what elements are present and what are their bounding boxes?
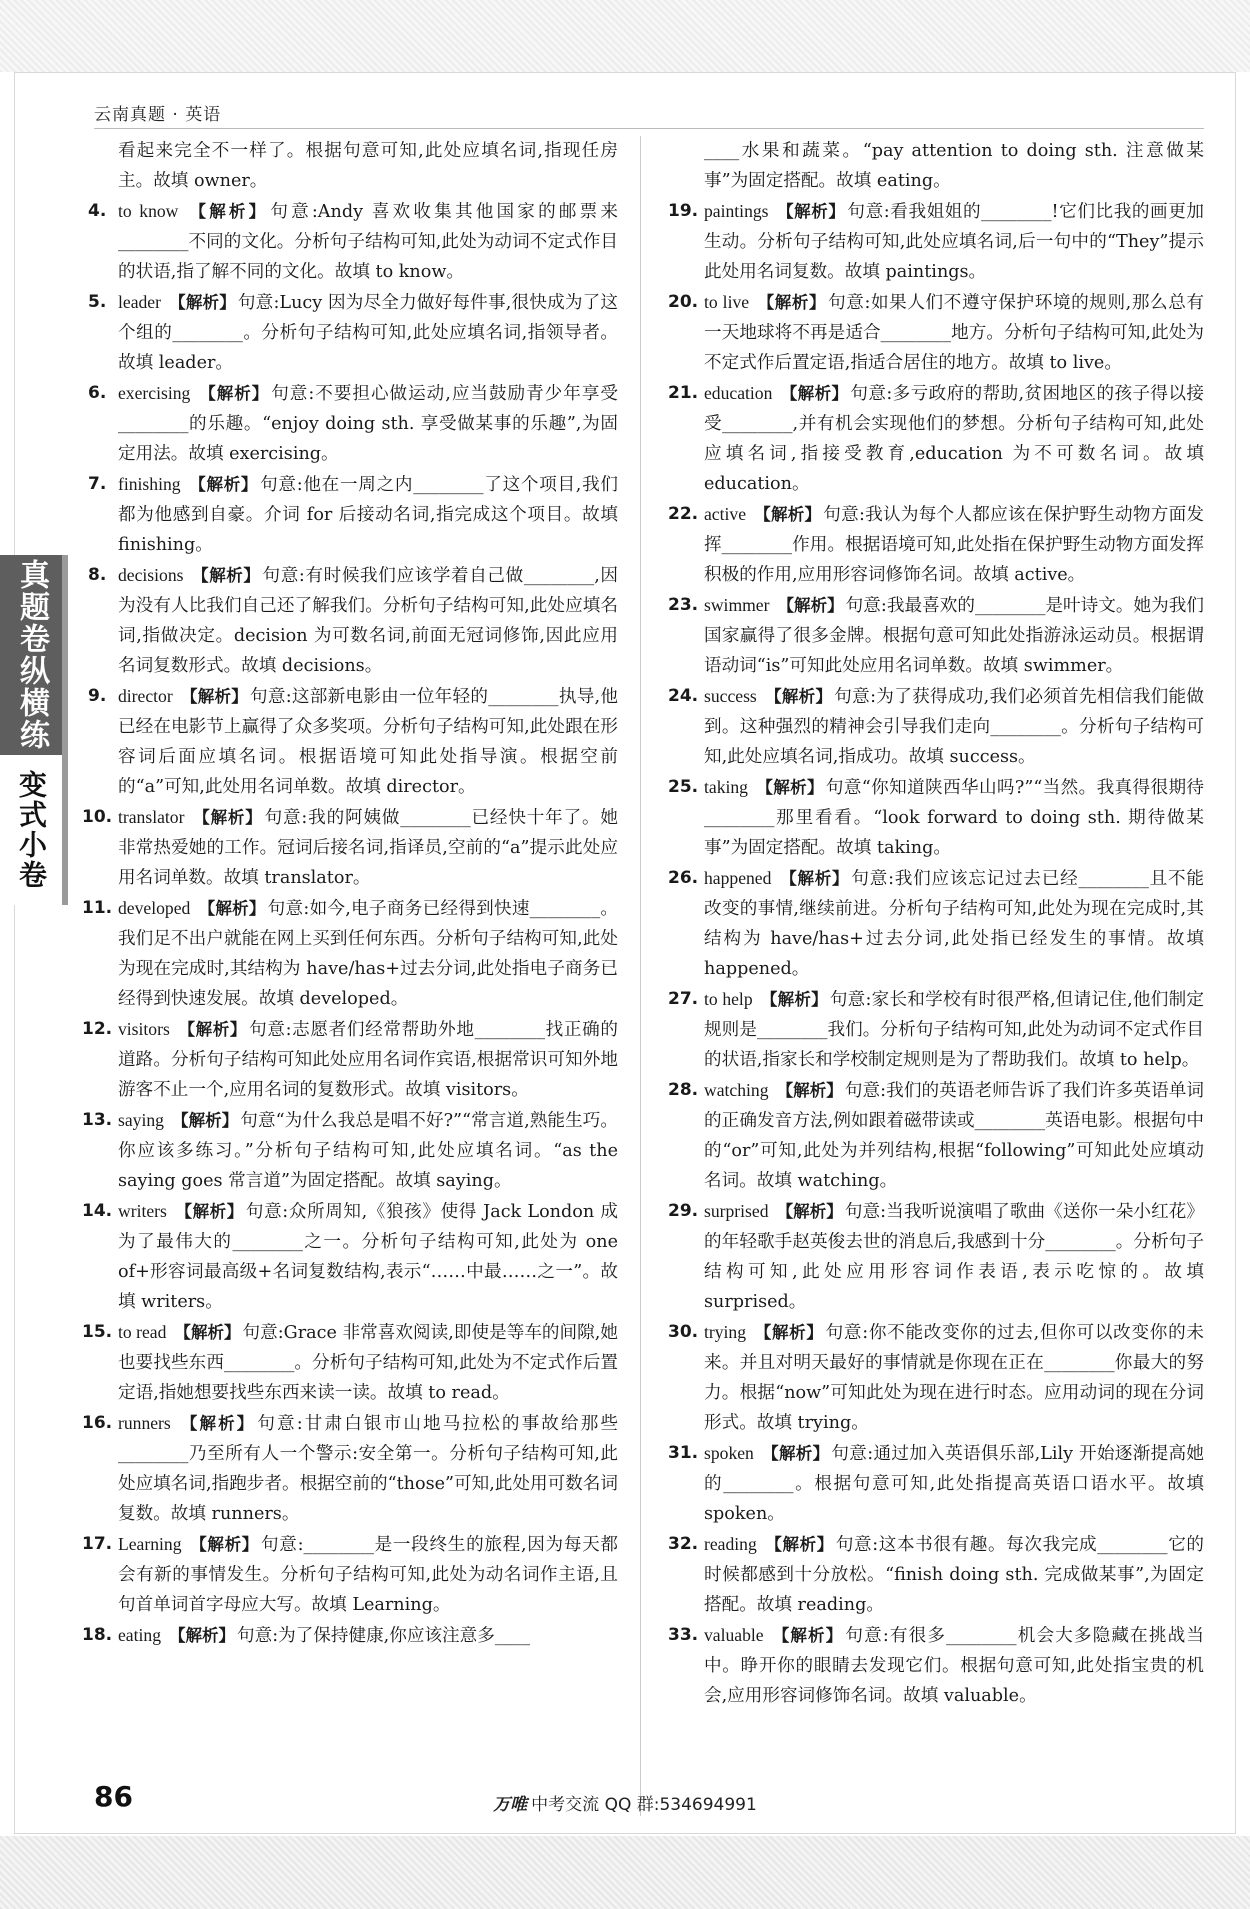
explanation-text: 句意:为了保持健康,你应该注意多____ <box>237 1626 531 1646</box>
analysis-tag: 【解析】 <box>177 1020 248 1039</box>
explanation-text: 句意:你不能改变你的过去,但你可以改变你的未来。并且对明天最好的事情就是你现在正在________你最大的努力。根据“now”可知此处为现在进行时态。应用动词的现在分词形式。故填 trying。 <box>704 1323 1204 1433</box>
answer-item <box>82 1196 618 1317</box>
answer-item <box>88 378 618 469</box>
answer-word: active <box>704 504 746 524</box>
answer-item <box>668 984 1205 1075</box>
item-number: 22. <box>668 504 699 524</box>
answer-item <box>88 136 618 196</box>
item-number: 6. <box>88 383 107 403</box>
analysis-tag: 【解析】 <box>757 293 827 312</box>
answer-item <box>668 1438 1204 1529</box>
explanation-text: 句意:当我听说演唱了歌曲《送你一朵小红花》的年轻歌手赵英俊去世的消息后,我感到十分________。分析句子结构可知,此处应用形容词作表语,表示吃惊的。故填 surprised。 <box>704 1202 1204 1312</box>
answer-item <box>88 287 618 378</box>
answer-word: translator <box>118 807 185 827</box>
answer-item <box>674 136 1204 196</box>
analysis-tag: 【解析】 <box>180 687 248 706</box>
analysis-tag: 【解析】 <box>776 202 846 221</box>
top-texture <box>0 0 1250 72</box>
answer-word: spoken <box>704 1443 754 1463</box>
analysis-tag: 【解析】 <box>198 384 270 403</box>
explanation-text: 句意:看我姐姐的________!它们比我的画更加生动。分析句子结构可知,此处应填名词,后一句中的“They”提示此处用名词复数。故填 paintings。 <box>704 202 1205 282</box>
answer-word: director <box>118 686 173 706</box>
answer-item <box>668 772 1205 863</box>
explanation-text: 句意:通过加入英语俱乐部,Lily 开始逐渐提高她的________。根据句意可知,此处指提高英语口语水平。故填 spoken。 <box>704 1444 1204 1524</box>
answer-word: developed <box>118 898 191 918</box>
analysis-tag: 【解析】 <box>178 1414 256 1433</box>
explanation-text: 句意:多亏政府的帮助,贫困地区的孩子得以接受________,并有机会实现他们的梦想。分析句子结构可知,此处应填名词,指接受教育,education 为不可数名词。故填 education。 <box>704 384 1205 494</box>
analysis-tag: 【解析】 <box>754 1323 824 1342</box>
analysis-tag: 【解析】 <box>169 1626 235 1645</box>
explanation-text: 句意:甘肃白银市山地马拉松的事故给那些________乃至所有人一个警示:安全第一。分析句子结构可知,此处应填名词,指跑步者。根据空前的“those”可知,此处用可数名词复数。故填 runners。 <box>118 1414 619 1524</box>
explanation-text: 句意:我最喜欢的________是叶诗文。她为我们国家赢得了很多金牌。根据句意可知此处指游泳运动员。根据谓语动词“is”可知此处应用名词单数。故填 swimmer。 <box>704 596 1205 676</box>
item-number: 9. <box>88 686 107 706</box>
answer-word: taking <box>704 777 748 797</box>
header-rule <box>94 128 1204 129</box>
side-tab <box>0 555 68 905</box>
analysis-tag: 【解析】 <box>779 869 850 888</box>
brand-logo: 万唯 <box>493 1795 528 1815</box>
answer-item <box>668 499 1205 590</box>
explanation-text: 句意:Andy 喜欢收集其他国家的邮票来________不同的文化。分析句子结构可知,此处为动词不定式作目的状语,指了解不同的文化。故填 to know。 <box>118 202 618 282</box>
answer-word: to read <box>118 1322 167 1342</box>
item-number: 7. <box>88 474 107 494</box>
answer-item <box>668 1529 1205 1620</box>
item-number: 14. <box>82 1201 113 1221</box>
answer-word: watching <box>704 1080 769 1100</box>
analysis-tag: 【解析】 <box>186 202 269 221</box>
answer-item <box>668 287 1205 378</box>
explanation-text: 句意:这本书很有趣。每次我完成________它的时候都感到十分放松。“finish doing sth. 完成做某事”,为固定搭配。故填 reading。 <box>704 1535 1205 1615</box>
explanation-text: 句意:他在一周之内________了这个项目,我们都为他感到自豪。介词 for 后接动名词,指完成这个项目。故填 finishing。 <box>118 475 619 555</box>
explanation-text: 句意:家长和学校有时很严格,但请记住,他们制定规则是________我们。分析句子结构可知,此处为动词不定式作目的状语,指家长和学校制定规则是为了帮助我们。故填 to help。 <box>704 990 1205 1070</box>
answer-word: valuable <box>704 1625 764 1645</box>
item-number: 33. <box>668 1625 699 1645</box>
analysis-tag: 【解析】 <box>198 899 266 918</box>
explanation-text: 句意:Lucy 因为尽全力做好每件事,很快成为了这个组的________。分析句子结构可知,此处应填名词,指领导者。故填 leader。 <box>118 293 618 373</box>
item-number: 12. <box>82 1019 113 1039</box>
answer-item <box>82 1620 618 1651</box>
item-number: 11. <box>82 898 113 918</box>
side-tab-lower: 变式小卷 <box>0 755 68 905</box>
item-number: 20. <box>668 292 699 312</box>
answer-item <box>88 681 618 802</box>
explanation-text: 句意:如果人们不遵守保护环境的规则,那么总有一天地球将不再是适合________地方。分析句子结构可知,此处为不定式作后置定语,指适合居住的地方。故填 to live。 <box>704 293 1205 373</box>
footer-text: 中考交流 QQ 群:534694991 <box>531 1795 757 1815</box>
analysis-tag: 【解析】 <box>780 384 849 403</box>
item-number: 15. <box>82 1322 113 1342</box>
answer-item <box>82 1014 619 1105</box>
analysis-tag: 【解析】 <box>764 1535 834 1554</box>
answer-word: to help <box>704 989 753 1009</box>
answer-word: runners <box>118 1413 171 1433</box>
explanation-text: 句意:这部新电影由一位年轻的________执导,他已经在电影节上赢得了众多奖项。分析句子结构可知,此处跟在形容词后面应填名词。根据语境可知此处指导演。根据空前的“a”可知,此处用名词单数。故填 director。 <box>118 687 618 797</box>
footer-note <box>0 1790 1250 1815</box>
answer-word: visitors <box>118 1019 170 1039</box>
answer-word: finishing <box>118 474 181 494</box>
explanation-text: 句意:众所周知,《狼孩》使得 Jack London 成为了最伟大的________之一。分析句子结构可知,此处为 one of+形容词最高级+名词复数结构,表示“……中最……之一”。故填 writers。 <box>118 1202 618 1312</box>
item-number: 30. <box>668 1322 699 1342</box>
analysis-tag: 【解析】 <box>171 1111 239 1130</box>
explanation-text: 句意:________是一段终生的旅程,因为每天都会有新的事情发生。分析句子结构可知,此处为动名词作主语,且句首单词首字母应大写。故填 Learning。 <box>118 1535 618 1615</box>
explanation-text: 句意:我们的英语老师告诉了我们许多英语单词的正确发音方法,例如跟着磁带读或________英语电影。根据句中的“or”可知,此处为并列结构,根据“following”可知此处应填动名词。故填 watching。 <box>704 1081 1204 1191</box>
analysis-tag: 【解析】 <box>776 1081 843 1100</box>
answer-item <box>82 802 619 893</box>
answer-item <box>88 469 618 560</box>
item-number: 5. <box>88 292 107 312</box>
page-number: 86 <box>94 1780 133 1813</box>
answer-item <box>82 1105 618 1196</box>
answer-item <box>82 1408 619 1529</box>
explanation-text: 句意:不要担心做运动,应当鼓励青少年享受________的乐趣。“enjoy doing sth. 享受做某事的乐趣”,为固定用法。故填 exercising。 <box>118 384 618 464</box>
analysis-tag: 【解析】 <box>174 1323 241 1342</box>
answer-word: trying <box>704 1322 747 1342</box>
answer-word: to know <box>118 201 179 221</box>
answer-word: exercising <box>118 383 191 403</box>
analysis-tag: 【解析】 <box>755 778 824 797</box>
side-tab-upper: 真题卷纵横练 <box>0 555 68 755</box>
analysis-tag: 【解析】 <box>192 808 263 827</box>
item-number: 27. <box>668 989 699 1009</box>
explanation-text: 句意“你知道陕西华山吗?”“当然。我真得很期待________那里看看。“look forward to doing sth. 期待做某事”为固定搭配。故填 taking。 <box>704 778 1205 858</box>
explanation-text: 看起来完全不一样了。根据句意可知,此处应填名词,指现任房主。故填 owner。 <box>118 141 618 191</box>
analysis-tag: 【解析】 <box>188 475 259 494</box>
analysis-tag: 【解析】 <box>764 687 833 706</box>
analysis-tag: 【解析】 <box>760 990 828 1009</box>
answer-word: happened <box>704 868 772 888</box>
item-number: 21. <box>668 383 699 403</box>
answer-word: decisions <box>118 565 184 585</box>
answer-word: eating <box>118 1625 161 1645</box>
answer-item <box>82 1529 618 1620</box>
answer-item <box>88 560 618 681</box>
answer-item <box>668 681 1205 772</box>
answer-item <box>668 196 1205 287</box>
answer-item <box>82 893 618 1014</box>
running-header: 云南真题 · 英语 <box>94 105 222 125</box>
explanation-text: 句意“为什么我总是唱不好?”“常言道,熟能生巧。你应该多练习。”分析句子结构可知,此处应填名词。“as the saying goes 常言道”为固定搭配。故填 saying。 <box>118 1111 618 1191</box>
item-number: 29. <box>668 1201 699 1221</box>
item-number: 10. <box>82 807 113 827</box>
explanation-text: 句意:我认为每个人都应该在保护野生动物方面发挥________作用。根据语境可知,此处指在保护野生动物方面发挥积极的作用,应用形容词修饰名词。故填 active。 <box>704 505 1205 585</box>
answer-item <box>668 1317 1204 1438</box>
answer-item <box>82 1317 618 1408</box>
answer-word: success <box>704 686 757 706</box>
explanation-text: 句意:我们应该忘记过去已经________且不能改变的事情,继续前进。分析句子结构可知,此处为现在完成时,其结构为 have/has+过去分词,此处指已经发生的事情。故填 happened。 <box>704 869 1205 979</box>
answer-item <box>668 1620 1204 1711</box>
answer-word: Learning <box>118 1534 182 1554</box>
explanation-text: 句意:如今,电子商务已经得到快速________。我们足不出户就能在网上买到任何东西。分析句子结构可知,此处为现在完成时,其结构为 have/has+过去分词,此处指电子商务已经得到快速发展。故填 developed。 <box>118 899 618 1009</box>
analysis-tag: 【解析】 <box>191 566 261 585</box>
answer-item <box>668 1196 1204 1317</box>
analysis-tag: 【解析】 <box>761 1444 830 1463</box>
item-number: 16. <box>82 1413 113 1433</box>
column-divider <box>640 136 641 1816</box>
answer-word: reading <box>704 1534 757 1554</box>
explanation-text: 句意:志愿者们经常帮助外地________找正确的道路。分析句子结构可知此处应用名词作宾语,根据常识可知外地游客不止一个,应用名词的复数形式。故填 visitors。 <box>118 1020 619 1100</box>
answer-word: surprised <box>704 1201 769 1221</box>
item-number: 4. <box>88 201 107 221</box>
explanation-text: 句意:为了获得成功,我们必须首先相信我们能做到。这种强烈的精神会引导我们走向________。分析句子结构可知,此处应填名词,指成功。故填 success。 <box>704 687 1205 767</box>
item-number: 28. <box>668 1080 699 1100</box>
right-column <box>668 136 1205 1711</box>
answer-item <box>88 196 618 287</box>
answer-word: to live <box>704 292 750 312</box>
left-column <box>82 136 619 1651</box>
answer-word: writers <box>118 1201 167 1221</box>
item-number: 25. <box>668 777 699 797</box>
answer-word: education <box>704 383 773 403</box>
item-number: 23. <box>668 595 699 615</box>
item-number: 31. <box>668 1443 699 1463</box>
analysis-tag: 【解析】 <box>174 1202 244 1221</box>
explanation-text: 句意:我的阿姨做________已经快十年了。她非常热爱她的工作。冠词后接名词,指译员,空前的“a”提示此处应用名词单数。故填 translator。 <box>118 808 619 888</box>
item-number: 19. <box>668 201 699 221</box>
answer-word: paintings <box>704 201 769 221</box>
analysis-tag: 【解析】 <box>754 505 822 524</box>
answer-word: saying <box>118 1110 164 1130</box>
explanation-text: 句意:Grace 非常喜欢阅读,即使是等车的间隙,她也要找些东西________。分析句子结构可知,此处为不定式作后置定语,指她想要找些东西来读一读。故填 to read。 <box>118 1323 618 1403</box>
answer-word: swimmer <box>704 595 770 615</box>
answer-item <box>668 863 1205 984</box>
explanation-text: 句意:有很多________机会大多隐藏在挑战当中。睁开你的眼睛去发现它们。根据句意可知,此处指宝贵的机会,应用形容词修饰名词。故填 valuable。 <box>704 1626 1204 1706</box>
item-number: 24. <box>668 686 699 706</box>
analysis-tag: 【解析】 <box>168 293 236 312</box>
explanation-text: 句意:有时候我们应该学着自己做________,因为没有人比我们自己还了解我们。分析句子结构可知,此处应填名词,指做决定。decision 为可数名词,前面无冠词修饰,因此应用名词复数形式。故填 decisions。 <box>118 566 618 676</box>
analysis-tag: 【解析】 <box>771 1626 844 1645</box>
explanation-text: ____水果和蔬菜。“pay attention to doing sth. 注意做某事”为固定搭配。故填 eating。 <box>704 141 1204 191</box>
item-number: 26. <box>668 868 699 888</box>
item-number: 17. <box>82 1534 113 1554</box>
analysis-tag: 【解析】 <box>776 1202 843 1221</box>
item-number: 32. <box>668 1534 699 1554</box>
bottom-texture <box>0 1836 1250 1909</box>
answer-item <box>668 1075 1204 1196</box>
item-number: 8. <box>88 565 107 585</box>
answer-item <box>668 378 1205 499</box>
answer-word: leader <box>118 292 161 312</box>
answer-item <box>668 590 1205 681</box>
analysis-tag: 【解析】 <box>189 1535 260 1554</box>
analysis-tag: 【解析】 <box>777 596 844 615</box>
item-number: 18. <box>82 1625 113 1645</box>
item-number: 13. <box>82 1110 113 1130</box>
